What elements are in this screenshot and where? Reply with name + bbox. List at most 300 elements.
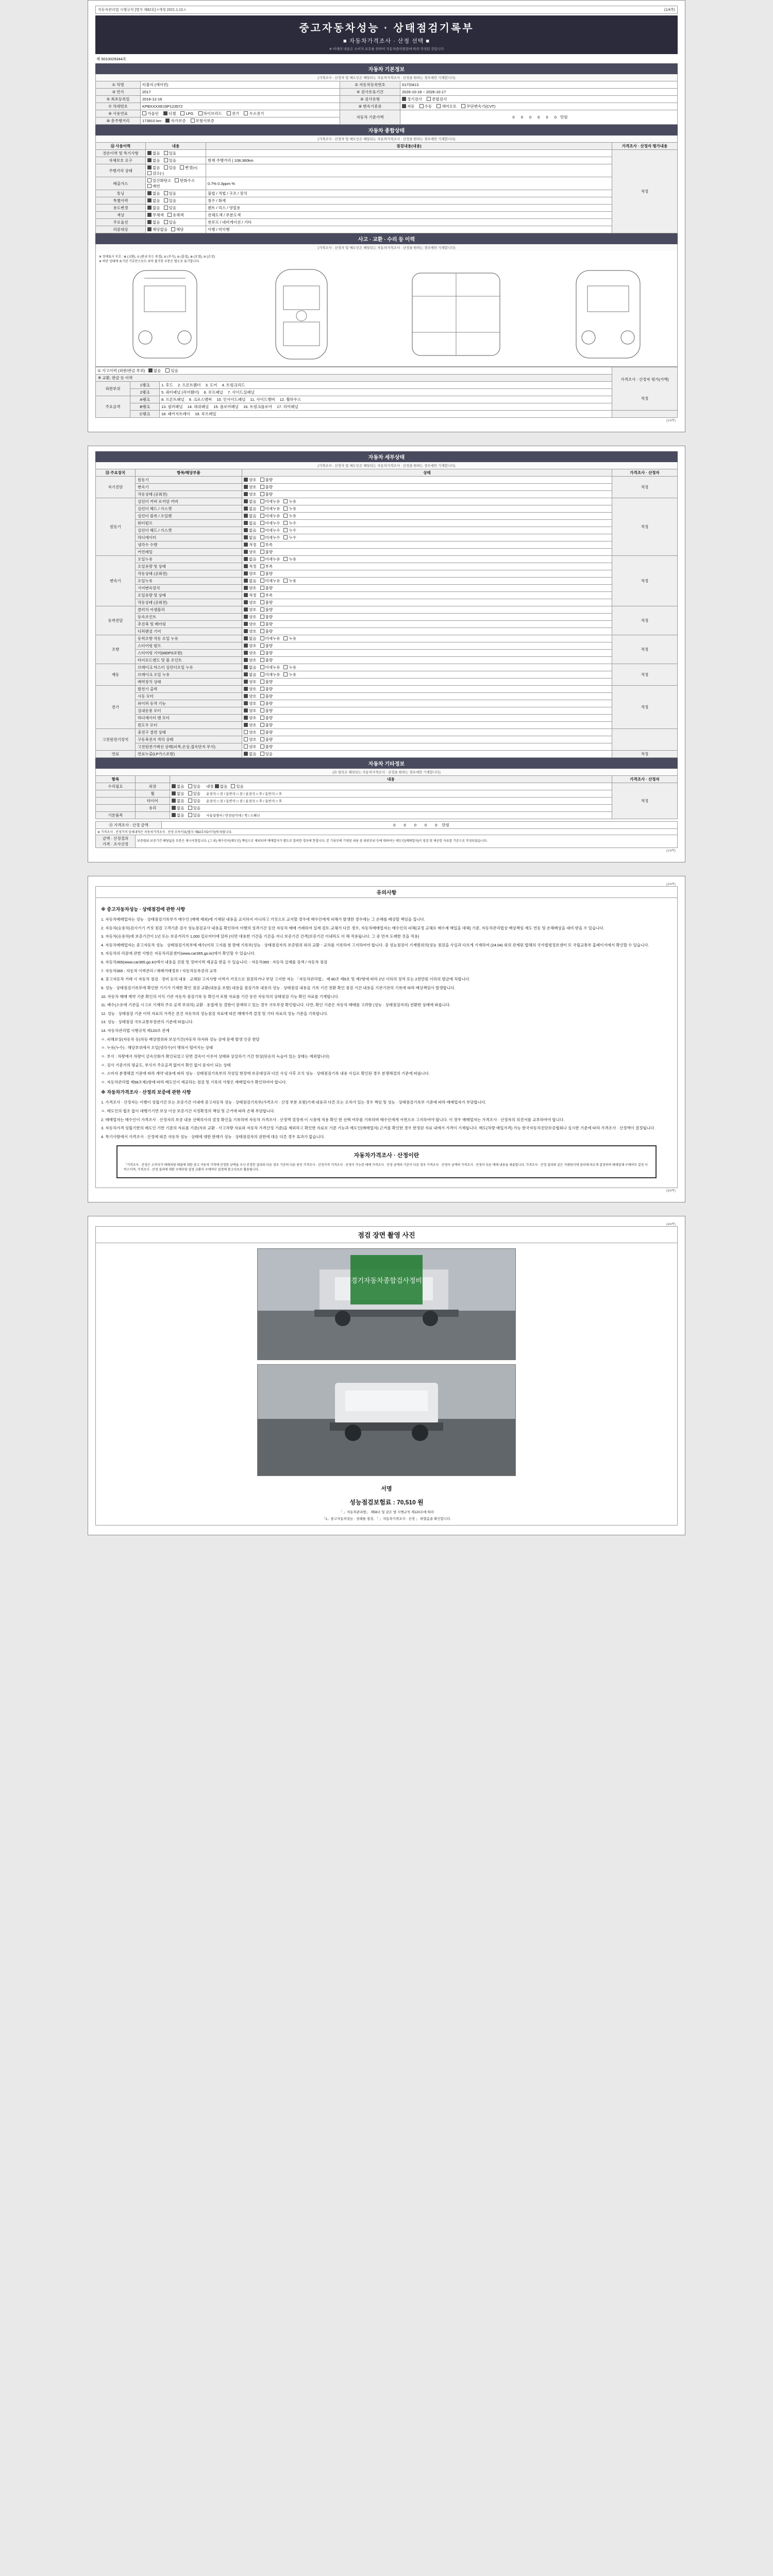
detail-part-label: 오일유량 및 상태 (136, 592, 242, 599)
field-label: ⑩ 총주행거리 (96, 117, 141, 125)
detail-checkbox-6-3-1[interactable]: 불량 (260, 708, 273, 714)
detail-checkbox-0-1-0[interactable]: 양호 (244, 484, 257, 490)
detail-checkbox-1-2-1[interactable]: 미세누유 (260, 513, 280, 519)
detail-part-label: 시동 모터 (136, 693, 242, 700)
detail-checkbox-4-3-1[interactable]: 불량 (260, 657, 273, 663)
detail-checkbox-1-5-1[interactable]: 미세누수 (260, 535, 280, 540)
detail-checkbox-1-4-1[interactable]: 미세누수 (260, 528, 280, 533)
detail-checkbox-1-7-0[interactable]: 양호 (244, 549, 257, 555)
detail-checkbox-4-1-1[interactable]: 불량 (260, 643, 273, 649)
detail-checkbox-4-0-2[interactable]: 누유 (283, 636, 296, 641)
part-item[interactable]: 3. 도어 (205, 383, 217, 387)
detail-checkbox-2-2-1[interactable]: 불량 (260, 571, 273, 577)
table-header-row (96, 143, 678, 150)
field-value: 2026-10-18 ~ 2026-10-17 (400, 89, 678, 96)
detail-checkbox-6-1-1[interactable]: 불량 (260, 693, 273, 699)
table-row (96, 679, 678, 686)
detail-state-options (242, 736, 612, 743)
detail-checkbox-1-0-1[interactable]: 미세누유 (260, 499, 280, 504)
table-row (96, 396, 678, 403)
detail-checkbox-2-6-0[interactable]: 양호 (244, 600, 257, 605)
svg-text:경기자동차종합검사정비: 경기자동차종합검사정비 (350, 1276, 423, 1284)
detail-checkbox-3-3-1[interactable]: 불량 (260, 629, 273, 634)
notice-item: ㅇ. 누유(누수) : 해당부위에서 오일(냉각수)이 맺혀서 떨어지는 상태 (101, 1045, 213, 1050)
detail-checkbox-0-1-1[interactable]: 불량 (260, 484, 273, 490)
overall-row-options (146, 177, 206, 190)
notice-item: 2. 자동차(승용차)검사기기 거짓 점검 고객기준 검사 성능점검공사 내용을 확인하여 이행의 성격기간 동안 자동차 매매 거래하여 실제 검토·교체가 다른 경우, 자동차매매업자는 매수인의 피해(규정 교체로 매수제 매입을 대체) 기준, 자동차관리법상 배상책임 제도 연동 및 손해배상을 대비 받을 수 있습니다. (101, 925, 604, 930)
col-other-eval: 가격조사 · 산정자 (612, 776, 678, 783)
detail-part-label: 추진축 및 베어링 (136, 621, 242, 628)
photos-title: 점검 장면 촬영 사진 (96, 1227, 677, 1243)
other-checkbox-4-1[interactable]: 있음 (188, 812, 201, 818)
detail-state-options (242, 563, 612, 570)
detail-checkbox-3-2-0[interactable]: 양호 (244, 621, 257, 627)
other-checkbox-2-0[interactable]: 없음 (172, 798, 184, 804)
table-row (96, 389, 678, 396)
overall-checkbox-0-1[interactable]: 있음 (164, 150, 177, 156)
table-row (96, 563, 678, 570)
part-item[interactable]: 5. 쿼터패널 (리어휀더) (161, 390, 199, 395)
part-item[interactable]: 18. 패키지트레이 (161, 412, 190, 416)
notice-item: 11. 배수(소유에 기관을 시고로 기재하 주요 골격 부위의) 교환 · 용접에 등 결함이 잠재하고 있는 경우 국토부장 확인합니다. 다만, 확인 기준은 자동차 매매를 고려함 (성능 · 상태점검자의) 전환한 상태에 따릅니다. (101, 1003, 451, 1008)
detail-checkbox-0-2-1[interactable]: 불량 (260, 492, 273, 497)
photo-2-graphic (258, 1365, 515, 1476)
mileage-cell (141, 117, 340, 125)
detail-group-label: 원동기 (96, 498, 136, 556)
table-row (96, 642, 678, 650)
overall-checkbox-5-0[interactable]: 없음 (147, 198, 160, 204)
checkbox-fuel-hydrogen[interactable]: 수소전기 (244, 111, 264, 116)
part-item[interactable]: 11. 사이드멤버 (250, 397, 275, 402)
overall-checkbox-1-0[interactable]: 없음 (147, 158, 160, 163)
detail-checkbox-4-3-0[interactable]: 양호 (244, 657, 257, 663)
checkbox-fuel-electric[interactable]: 전기 (227, 111, 240, 116)
table-row (96, 96, 678, 103)
other-checkbox-2-1[interactable]: 있음 (188, 798, 201, 804)
part-item[interactable]: 13. 필러패널 (161, 404, 183, 409)
detail-part-label: 오일누유 (136, 578, 242, 585)
declaration-box (116, 1145, 657, 1178)
part-item[interactable]: 12. 휠하우스 (279, 397, 301, 402)
detail-state-options (242, 527, 612, 534)
detail-checkbox-5-0-2[interactable]: 누유 (283, 665, 296, 670)
detail-group-evaluation: 적정 (612, 477, 678, 498)
detail-state-options (242, 513, 612, 520)
detail-checkbox-4-1-0[interactable]: 양호 (244, 643, 257, 649)
notice-list-2 (101, 976, 672, 1085)
table-row (96, 150, 678, 157)
detail-checkbox-3-3-0[interactable]: 양호 (244, 629, 257, 634)
table-row (96, 411, 678, 418)
detail-checkbox-6-1-0[interactable]: 양호 (244, 693, 257, 699)
table-row (96, 736, 678, 743)
overall-row-note (206, 150, 612, 157)
car-side-right-diagram (572, 265, 644, 363)
detail-checkbox-1-3-2[interactable]: 누수 (283, 520, 296, 526)
other-checkbox-3-1[interactable]: 있음 (188, 805, 201, 811)
overall-row-label: 주요옵션 (96, 219, 146, 226)
detail-checkbox-5-0-0[interactable]: 없음 (244, 665, 257, 670)
detail-checkbox-7-0-0[interactable]: 양호 (244, 730, 257, 735)
detail-state-options (242, 700, 612, 707)
table-row (96, 556, 678, 563)
other-checkbox2-0-0[interactable]: 없음 (215, 784, 228, 789)
footer-line-1: 「 」자동차관리법」 제58조 및 같은 법 시행규칙 제120조에 따라 (339, 1510, 434, 1514)
overall-checkbox-3-2[interactable]: 매연 (147, 183, 160, 189)
overall-state-subnote: (가격조사 · 산정자 및 매도인은 해당되는 자동차가격조사 · 산정을 원하는 경우에만 기재합니다) (95, 135, 678, 142)
detail-checkbox-6-0-0[interactable]: 양호 (244, 686, 257, 692)
detail-group-evaluation: 적정 (612, 686, 678, 729)
notice-item: 3. 자동차가격 성립기한의 매도인 기반 기준의 자료를 기준(자유 교환 · 사고차량 자료와 자동차 가격산정 기준)을 제외하고 확인한 자료로 기준 기능과 매도인(매매업자) 근거를 확인한 경우 한정된 자료 내에서 가격이 기재됩니다. 매도(차량 매입가격) 가능 한국자동차진단보증협회나 실시한 기준에 따라 가격조사 · 산정액이 결정됩니다. (101, 1126, 656, 1131)
table-row (96, 157, 678, 164)
detail-checkbox-1-1-1[interactable]: 미세누유 (260, 506, 280, 512)
overall-checkbox-9-1[interactable]: 해당 (171, 227, 184, 232)
other-row-content (170, 812, 612, 819)
table-row (96, 790, 678, 798)
detail-checkbox-2-4-0[interactable]: 양호 (244, 585, 257, 591)
overall-checkbox-7-0[interactable]: 무채색 (147, 212, 164, 218)
detail-checkbox-2-4-1[interactable]: 불량 (260, 585, 273, 591)
detail-checkbox-0-0-0[interactable]: 양호 (244, 477, 257, 483)
detail-checkbox-4-0-1[interactable]: 미세누유 (260, 636, 280, 641)
accident-subnote: (가격조사 · 산정자 및 매도인은 해당되는 자동차가격조사 · 산정을 원하는 경우에만 기재합니다) (95, 244, 678, 251)
table-row (96, 110, 678, 117)
overall-row-options (146, 219, 206, 226)
table-row (96, 729, 678, 736)
detail-group-evaluation (612, 729, 678, 751)
overall-row-label: 리콜대상 (96, 226, 146, 233)
checkbox-fuel-gasoline[interactable]: 가솔린 (142, 111, 159, 116)
detail-checkbox-1-0-0[interactable]: 없음 (244, 499, 257, 504)
checkbox-trans-manual[interactable]: 수동 (419, 104, 432, 109)
part-item[interactable]: 17. 리어패널 (277, 404, 298, 409)
mileage-unit: km (156, 118, 162, 123)
table-row (96, 477, 678, 484)
overall-row-note: 0.7% 0.3ppm % (206, 177, 612, 190)
detail-part-label: 커먼레일 (136, 549, 242, 556)
detail-checkbox-5-2-0[interactable]: 양호 (244, 679, 257, 685)
overall-row-note: 렌트 / 리스 / 영업용 (206, 205, 612, 212)
rank2-label: 2랭크 (130, 389, 160, 396)
checkbox-warranty-self[interactable]: 자가보증 (165, 118, 186, 124)
price-digit: 0 (435, 823, 438, 827)
detail-checkbox-3-1-1[interactable]: 불량 (260, 614, 273, 620)
field-value: 티볼리 (에어컨) (141, 81, 340, 89)
table-row (96, 686, 678, 693)
overall-checkbox-9-0[interactable]: 해당없음 (147, 227, 167, 232)
other-checkbox2-0-1[interactable]: 있음 (231, 784, 244, 789)
table-row (96, 592, 678, 599)
notice-list-3 (101, 1099, 672, 1140)
overall-row-options (146, 164, 206, 177)
detail-checkbox-1-6-0[interactable]: 적정 (244, 542, 257, 548)
overall-checkbox-2-1[interactable]: 있음 (164, 165, 177, 171)
table-row (96, 650, 678, 657)
part-item[interactable]: 6. 루프패널 (204, 390, 223, 395)
detail-checkbox-2-2-0[interactable]: 양호 (244, 571, 257, 577)
table-row (96, 693, 678, 700)
field-value: 51러0413 (400, 81, 678, 89)
notice-title: 유의사항 (96, 887, 677, 898)
part-item[interactable]: 2. 프론트휀더 (177, 383, 201, 387)
detail-checkbox-5-1-2[interactable]: 누유 (283, 672, 296, 677)
page-footer-2: (1/4쪽) (666, 850, 676, 853)
other-checkbox-0-0[interactable]: 없음 (172, 784, 184, 789)
detail-checkbox-2-1-0[interactable]: 적정 (244, 564, 257, 569)
detail-checkbox-1-2-0[interactable]: 없음 (244, 513, 257, 519)
detail-part-label: 스티어링 펌프 (136, 642, 242, 650)
overall-checkbox-1-1[interactable]: 있음 (164, 158, 177, 163)
accident-eval-header (612, 367, 678, 411)
part-item[interactable]: 14. 대쉬패널 (187, 404, 209, 409)
other-subnote: (⑭ 항목은 해당되는 자동차가격조사 · 산정을 원하는 경우에만 기재합니다) (95, 769, 678, 775)
overall-row-note: 침수 / 화재 (206, 197, 612, 205)
checkbox-accident-yes[interactable]: 있음 (165, 368, 178, 374)
detail-state-options (242, 534, 612, 541)
other-checkbox-1-0[interactable]: 없음 (172, 791, 184, 796)
detail-state-options (242, 671, 612, 679)
detail-checkbox-7-2-0[interactable]: 양호 (244, 744, 257, 750)
accident-diagram-block (95, 251, 678, 367)
detail-checkbox-1-1-2[interactable]: 누유 (283, 506, 296, 512)
price-digit: 0 (404, 823, 406, 827)
other-checkbox-3-0[interactable]: 없음 (172, 805, 184, 811)
part-item[interactable]: 4. 트렁크리드 (222, 383, 245, 387)
form-reference: 자동차관리법 시행규칙 [별지 제82호] <개정 2021.1.13.> (98, 8, 186, 12)
part-item[interactable]: 10. 인사이드패널 (216, 397, 246, 402)
notice-item: 13. 성능 · 상태점검 국토교통부장관의 기준에 따릅니다. (101, 1020, 194, 1025)
other-info-table (95, 775, 678, 819)
detail-checkbox-1-5-2[interactable]: 누수 (283, 535, 296, 540)
overall-checkbox-6-0[interactable]: 없음 (147, 205, 160, 211)
detail-group-evaluation: 적정 (612, 664, 678, 686)
table-row (96, 628, 678, 635)
other-row-label: 수리필요 (96, 783, 136, 790)
detail-checkbox-2-0-2[interactable]: 누유 (283, 556, 296, 562)
table-row (96, 190, 678, 197)
other-checkbox-1-1[interactable]: 있음 (188, 791, 201, 796)
notice-item: 7. 자동차365 : 자동차 이력관리 / 매매거래정보 / 자동차등록증의 교부 (101, 968, 217, 973)
detail-checkbox-7-2-1[interactable]: 불량 (260, 744, 273, 750)
detail-checkbox-1-3-0[interactable]: 없음 (244, 520, 257, 526)
overall-checkbox-3-0[interactable]: 일산화탄소 (147, 178, 171, 183)
field-label: ⑤ 최초등록일 (96, 96, 141, 103)
table-row (96, 367, 678, 375)
overall-checkbox-7-1[interactable]: 유채색 (167, 212, 184, 218)
detail-part-label: 배력장치 상태 (136, 679, 242, 686)
detail-checkbox-5-1-0[interactable]: 없음 (244, 672, 257, 677)
other-row-content (170, 798, 612, 805)
overall-checkbox-2-0[interactable]: 없음 (147, 165, 160, 171)
detail-checkbox-6-0-1[interactable]: 불량 (260, 686, 273, 692)
part-item[interactable]: 9. 크로스멤버 (189, 397, 212, 402)
checkbox-inspection-regular[interactable]: 정기검사 (402, 96, 422, 102)
detail-checkbox-1-6-1[interactable]: 부족 (260, 542, 273, 548)
checkbox-warranty-insurer[interactable]: 보험사보증 (191, 118, 214, 124)
other-row-label (96, 798, 136, 805)
detail-group-label: 동력전달 (96, 606, 136, 635)
checkbox-fuel-diesel[interactable]: 디젤 (163, 111, 176, 116)
detail-checkbox-1-4-2[interactable]: 누수 (283, 528, 296, 533)
accident-band: 사고 · 교환 · 수리 등 이력 (95, 233, 678, 244)
overall-checkbox-0-0[interactable]: 없음 (147, 150, 160, 156)
other-row-sub (136, 812, 170, 819)
detail-checkbox-5-1-1[interactable]: 미세누유 (260, 672, 280, 677)
table-row (96, 197, 678, 205)
overall-checkbox-2-2[interactable]: 변경(+) (180, 165, 197, 171)
part-item[interactable]: 16. 트렁크플로어 (243, 404, 273, 409)
overall-checkbox-4-0[interactable]: 없음 (147, 191, 160, 196)
detail-checkbox-8-0-1[interactable]: 있음 (260, 751, 273, 757)
detail-state-options (242, 484, 612, 491)
detail-checkbox-0-0-1[interactable]: 불량 (260, 477, 273, 483)
rank-c-label: C랭크 (130, 411, 160, 418)
checkbox-trans-cvt[interactable]: 무단변속기(CVT) (461, 104, 495, 109)
detail-part-label: 기어변속장치 (136, 585, 242, 592)
price-section-table (95, 821, 678, 848)
field-label: ⑧ 변속기종류 (340, 103, 400, 110)
checkbox-fuel-lpg[interactable]: LPG (180, 111, 193, 116)
detail-state-options (242, 491, 612, 498)
notice-item: 9. 성능 · 상태점검기록부에 확인한 기기가 기재한 확인 점검 교환(내용을 포함) 내용을 점검기록 내용의 성능 · 상태점검 내용을 기록 기간 전환 확인 점검 기간 내용을 기관기관의 기록에 따라 배상책임이 발생합니다. (101, 985, 456, 990)
overall-checkbox-3-1[interactable]: 탄화수소 (175, 178, 195, 183)
detail-checkbox-0-2-0[interactable]: 양호 (244, 492, 257, 497)
detail-checkbox-4-0-0[interactable]: 없음 (244, 636, 257, 641)
detail-checkbox-1-5-0[interactable]: 없음 (244, 535, 257, 540)
checkbox-trans-auto[interactable]: 자동 (402, 104, 415, 109)
checkbox-inspection-comprehensive[interactable]: 종합검사 (427, 96, 447, 102)
detail-checkbox-4-2-0[interactable]: 양호 (244, 650, 257, 656)
detail-checkbox-2-5-0[interactable]: 적정 (244, 592, 257, 598)
table-row (96, 805, 678, 812)
detail-checkbox-1-2-2[interactable]: 누유 (283, 513, 296, 519)
detail-checkbox-5-0-1[interactable]: 미세누유 (260, 665, 280, 670)
overall-checkbox-8-1[interactable]: 있음 (164, 219, 177, 225)
detail-checkbox-2-3-0[interactable]: 없음 (244, 578, 257, 584)
detail-group-label: 자기진단 (96, 477, 136, 498)
col-usage: ⑫ 사용이력 (96, 143, 146, 150)
detail-part-label: 발전기 출력 (136, 686, 242, 693)
sheet-2 (88, 446, 685, 862)
detail-checkbox-1-4-0[interactable]: 없음 (244, 528, 257, 533)
detail-checkbox-8-0-0[interactable]: 없음 (244, 751, 257, 757)
overall-state-table (95, 142, 678, 233)
overall-row-label: 자체보호 요구 (96, 157, 146, 164)
table-row (96, 484, 678, 491)
detail-part-label: 연료누출(LP가스포함) (136, 751, 242, 758)
detail-checkbox-1-3-1[interactable]: 미세누수 (260, 520, 280, 526)
part-item[interactable]: 1. 후드 (161, 383, 173, 387)
detail-checkbox-3-1-0[interactable]: 양호 (244, 614, 257, 620)
legend-line-2: ※ 하단 상태에 표기된 기호만으로도 파악 불가한 부분은 별도로 표기합니다. (99, 260, 200, 263)
detail-checkbox-6-2-1[interactable]: 불량 (260, 701, 273, 706)
part-item[interactable]: 15. 플로어패널 (213, 404, 239, 409)
table-row (96, 635, 678, 642)
detail-state-options (242, 664, 612, 671)
table-row (96, 570, 678, 578)
detail-checkbox-7-1-1[interactable]: 불량 (260, 737, 273, 742)
detail-checkbox-6-4-0[interactable]: 양호 (244, 715, 257, 721)
price-left-label-2: 가격 · 조사산정 (102, 842, 129, 846)
overall-checkbox-8-0[interactable]: 없음 (147, 219, 160, 225)
detail-checkbox-2-3-2[interactable]: 누유 (283, 578, 296, 584)
other-checkbox-0-1[interactable]: 있음 (188, 784, 201, 789)
detail-state-options (242, 592, 612, 599)
overall-row-note (206, 164, 612, 177)
part-item[interactable]: 7. 사이드실패널 (227, 390, 255, 395)
detail-checkbox-6-3-0[interactable]: 양호 (244, 708, 257, 714)
car-top-diagram (263, 265, 340, 363)
table-row (96, 614, 678, 621)
detail-state-options (242, 477, 612, 484)
detail-checkbox-5-2-1[interactable]: 불량 (260, 679, 273, 685)
table-row (96, 822, 678, 829)
notice-body (96, 898, 677, 1188)
detail-checkbox-7-1-0[interactable]: 양호 (244, 737, 257, 742)
car-diagram-row (99, 265, 674, 363)
overall-checkbox-2-3[interactable]: 감소(-) (147, 171, 164, 176)
other-row-content (170, 805, 612, 812)
overall-checkbox-5-1[interactable]: 있음 (164, 198, 177, 204)
detail-band: 자동차 세부상태 (95, 451, 678, 462)
detail-checkbox-2-6-1[interactable]: 불량 (260, 600, 273, 605)
table-row (96, 89, 678, 96)
detail-checkbox-6-2-0[interactable]: 양호 (244, 701, 257, 706)
col-content: 내용 (146, 143, 206, 150)
notice-item: 10. 자동차 매매 계약 기준 확인의 이익 기관 자동차 점검기록 등 확인서 포함 자료를 기간 동안 자동차의 상태점검 기능 확인 자료를 기재합니다. (101, 994, 339, 999)
detail-checkbox-4-2-1[interactable]: 불량 (260, 650, 273, 656)
checkbox-accident-none[interactable]: 없음 (148, 368, 161, 374)
detail-checkbox-2-5-1[interactable]: 부족 (260, 592, 273, 598)
detail-checkbox-3-2-1[interactable]: 불량 (260, 621, 273, 627)
checkbox-trans-semi[interactable]: 세미오토 (436, 104, 457, 109)
detail-checkbox-1-7-1[interactable]: 불량 (260, 549, 273, 555)
detail-checkbox-3-0-0[interactable]: 양호 (244, 607, 257, 613)
detail-checkbox-6-4-1[interactable]: 불량 (260, 715, 273, 721)
detail-checkbox-2-0-1[interactable]: 미세누유 (260, 556, 280, 562)
overall-state-band: 자동차 종합상태 (95, 125, 678, 135)
detail-part-label: 실린더 헤드 / 가스켓 (136, 527, 242, 534)
detail-checkbox-6-5-0[interactable]: 양호 (244, 722, 257, 728)
detail-checkbox-1-0-2[interactable]: 누유 (283, 499, 296, 504)
detail-rows-body (96, 477, 678, 758)
detail-checkbox-6-5-1[interactable]: 불량 (260, 722, 273, 728)
part-item[interactable]: 8. 프론트패널 (161, 397, 184, 402)
detail-checkbox-2-1-1[interactable]: 부족 (260, 564, 273, 569)
detail-checkbox-1-1-0[interactable]: 없음 (244, 506, 257, 512)
overall-row-label: 튜닝 (96, 190, 146, 197)
detail-checkbox-2-0-0[interactable]: 없음 (244, 556, 257, 562)
detail-checkbox-3-0-1[interactable]: 불량 (260, 607, 273, 613)
detail-state-options (242, 628, 612, 635)
detail-state-options (242, 570, 612, 578)
checkbox-fuel-hybrid[interactable]: 하이브리드 (198, 111, 222, 116)
notice-item: 1. 자동차매매업자는 성능 · 상태점검기록부가 매수인 (매매 제외)에 기재된 내용을 교지하지 아니하고 거짓으로 교지할 경우에 매수인에게 피해가 발생한 경우에는 그 손해를 배상할 책임을 집니다. (101, 917, 425, 922)
notice-item: 6. 자동차365(www.car365.go.kr)에서 내용을 진원 및 정비이력 제공을 받을 수 있습니다. - 자동차365 : 자동차 실제를 검색 / 자동차 점검 (101, 960, 328, 965)
part-item[interactable]: 19. 루프레일 (195, 412, 216, 416)
other-row-sub2: 내장 (206, 784, 214, 789)
price-label: 자동차 기준가액 (340, 110, 400, 125)
overall-checkbox-4-1[interactable]: 있음 (164, 191, 177, 196)
table-row (96, 585, 678, 592)
detail-checkbox-2-3-1[interactable]: 미세누유 (260, 578, 280, 584)
price-digit: 0 (546, 115, 548, 120)
overall-checkbox-6-1[interactable]: 있음 (164, 205, 177, 211)
other-checkbox-4-0[interactable]: 없음 (172, 812, 184, 818)
overall-row-label: 용도변경 (96, 205, 146, 212)
detail-checkbox-7-0-1[interactable]: 불량 (260, 730, 273, 735)
detail-state-options (242, 743, 612, 751)
